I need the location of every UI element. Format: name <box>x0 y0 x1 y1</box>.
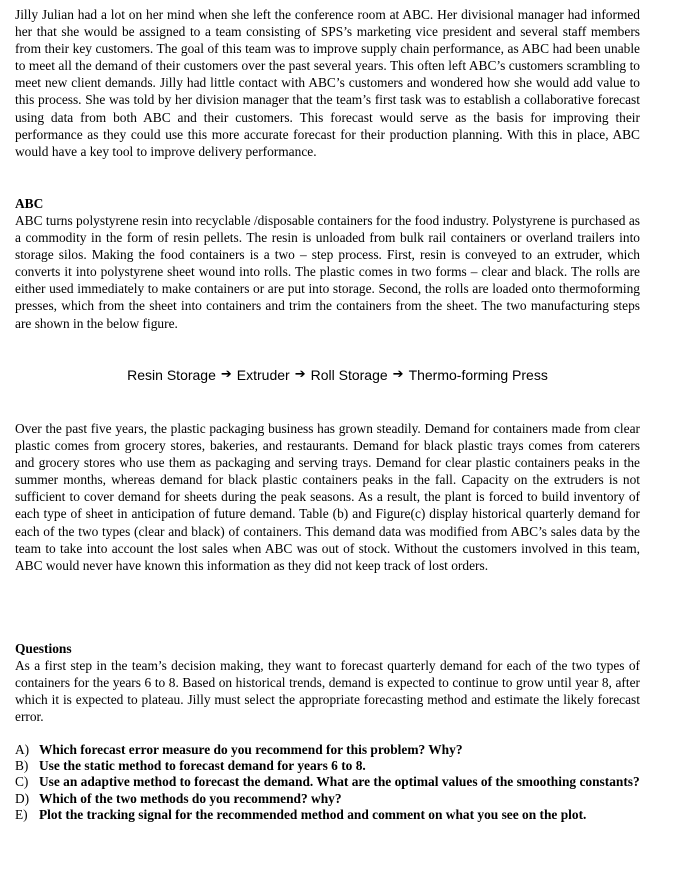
question-letter: B) <box>15 758 29 774</box>
question-text: Use an adaptive method to forecast the demand. What are the optimal values of the smoothing constants? <box>39 774 640 790</box>
question-letter: E) <box>15 806 28 822</box>
question-text: Which of the two methods do you recommend? why? <box>39 790 342 806</box>
overview-paragraph: Over the past five years, the plastic packaging business has grown steadily. Demand for containers made from clear plastic comes from grocery stores, bakeries, and restaurants. Demand for black plastic trays comes from caterers and grocery stores who use them as packaging and serving trays. Demand for clear plastic containers peaks in the summer months, whereas demand for black plastic containers peaks in the fall. Capacity on the extruders is not sufficient to cover demand for sheets during the peak seasons. As a result, the plant is forced to build inventory of each type of sheet in anticipation of future demand. Table (b) and Figure(c) display historical quarterly demand for each of the two types (clear and black) of containers. This demand data was modified from ABC’s sales data by the team to take into account the lost sales when ABC was out of stock. Without the customers involved in this team, ABC would never have known this information as they did not keep track of lost orders. <box>15 421 640 573</box>
questions-heading: Questions <box>15 641 72 656</box>
question-item-d <box>15 791 640 807</box>
arrow-right-icon: ➔ <box>392 367 404 382</box>
process-flow <box>15 365 640 385</box>
question-text: Use the static method to forecast demand for years 6 to 8. <box>39 758 366 774</box>
abc-paragraph: ABC turns polystyrene resin into recyclable /disposable containers for the food industry. Polystyrene is purchased as a commodity in the form of resin pellets. The resin is unloaded from bulk rail containers or overland trailers into storage silos. Making the food containers is a two – step process. First, resin is conveyed to an extruder, which converts it into polystyrene sheet wound into rolls. The plastic comes in two forms – clear and black. The rolls are either used immediately to make containers or are put into storage. Second, the rolls are loaded onto thermoforming presses, which from the sheet into containers and trim the containers from the sheet. The two manufacturing steps are shown in the below figure. <box>15 213 640 331</box>
flow-step-resin-storage: Resin Storage <box>127 367 216 383</box>
question-letter: C) <box>15 774 29 790</box>
arrow-right-icon: ➔ <box>294 367 306 382</box>
arrow-right-icon: ➔ <box>220 367 232 382</box>
question-letter: A) <box>15 742 30 757</box>
intro-paragraph: Jilly Julian had a lot on her mind when she left the conference room at ABC. Her divisional manager had informed her that she would be assigned to a team consisting of SPS’s marketing vice president and several staff members from their key customers. The goal of this team was to improve supply chain performance, as ABC had been unable to meet all the demand of their customers over the past several years. This often left ABC’s customers scrambling to meet new client demands. Jilly had little contact with ABC’s customers and wondered how she would add value to this process. She was told by her division manager that the team’s first task was to establish a collaborative forecast using data from both ABC and their customers. This forecast would serve as the basis for improving their performance as they could use this more accurate forecast for their production planning. With this in place, ABC would have a key tool to improve delivery performance. <box>15 7 640 159</box>
question-text: Plot the tracking signal for the recommended method and comment on what you see on the plot. <box>39 806 587 822</box>
question-text: Which forecast error measure do you recommend for this problem? Why? <box>39 742 463 757</box>
questions-paragraph: As a first step in the team’s decision making, they want to forecast quarterly demand for each of the two types of containers for the years 6 to 8. Based on historical trends, demand is expected to continue to grow until year 8, after which it is expected to plateau. Jilly must select the appropriate forecasting method and estimate the likely forecast error. <box>15 658 640 725</box>
question-item-b <box>15 758 640 774</box>
question-item-c <box>15 774 640 790</box>
question-letter: D) <box>15 790 30 806</box>
abc-heading: ABC <box>15 196 44 211</box>
question-item-a <box>15 742 640 758</box>
question-item-e <box>15 807 640 823</box>
flow-step-thermoforming-press: Thermo-forming Press <box>408 367 548 383</box>
question-list <box>15 742 640 823</box>
flow-step-roll-storage: Roll Storage <box>310 367 388 383</box>
flow-step-extruder: Extruder <box>236 367 290 383</box>
